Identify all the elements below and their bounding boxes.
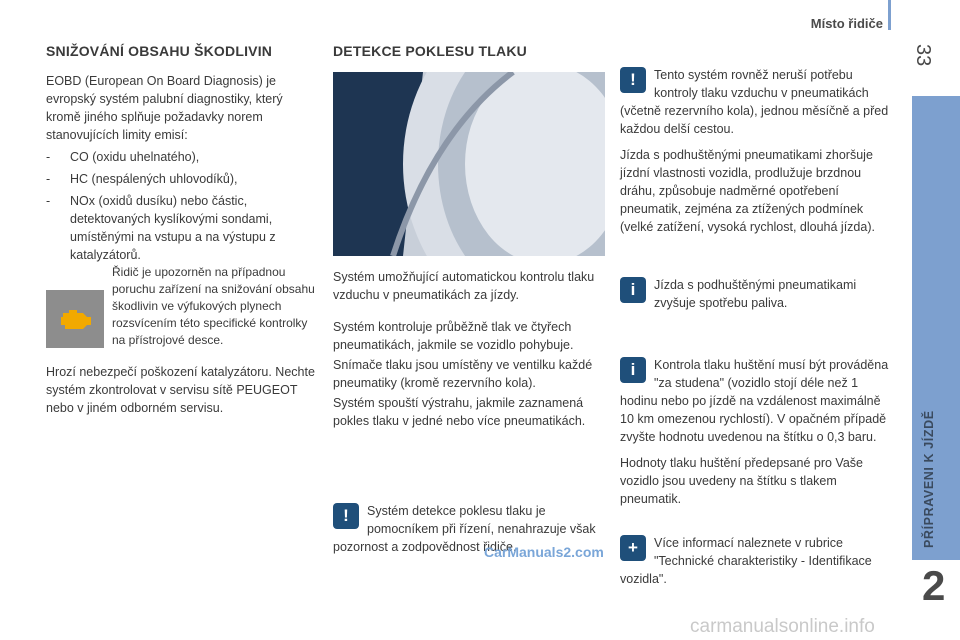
warning-icon: ! — [620, 67, 646, 93]
side-tab — [912, 96, 960, 560]
note-warning-1b: Jízda s podhuštěnými pneumatikami zhoršuje jízdní vlastnosti vozidla, prodlužuje brzdnou dráhu, způsobuje nadměrné opotřebení pneumatik, zejména za ztížených podmínek (velké zatížení, vysoká rychlost, dlouhá jízda). — [620, 148, 875, 234]
pressure-p1: Systém umožňující automatickou kontrolu tlaku vzduchu v pneumatikách za jízdy. — [333, 270, 595, 302]
header-title: Místo řidiče — [810, 16, 883, 31]
column-notes — [620, 66, 892, 588]
pressure-warning-text: Systém detekce poklesu tlaku je pomocníkem při řízení, nenahrazuje však pozornost a zodpovědnost řidiče. — [333, 504, 596, 554]
heading-emissions: SNIŽOVÁNÍ OBSAHU ŠKODLIVIN — [46, 43, 273, 59]
engine-warning-icon — [46, 290, 104, 348]
column-emissions — [46, 42, 316, 419]
plus-icon: + — [620, 535, 646, 561]
note-info-1-text: Jízda s podhuštěnými pneumatikami zvyšuje spotřebu paliva. — [654, 278, 857, 310]
header-rule — [888, 0, 891, 30]
watermark-carmanuals: CarManuals2.com — [484, 544, 604, 560]
chapter-label: PŘÍPRAVENI K JÍZDĚ — [922, 410, 936, 548]
heading-pressure: DETEKCE POKLESU TLAKU — [333, 43, 527, 59]
note-warning-1 — [620, 66, 892, 138]
pressure-p4: Systém spouští výstrahu, jakmile zaznamená pokles tlaku v jedné nebo více pneumatikách. — [333, 396, 586, 428]
emissions-intro: EOBD (European On Board Diagnosis) je evropský systém palubní diagnostiky, který kromě jiného splňuje požadavky norem stanovujících limity emisí: — [46, 74, 283, 142]
note-plus-1 — [620, 534, 892, 588]
info-icon: i — [620, 357, 646, 383]
note-warning-1-text: Tento systém rovněž neruší potřebu kontroly tlaku vzduchu v pneumatikách (včetně rezervního kola), jednou měsíčně a před každou delší cestou. — [620, 68, 889, 136]
tyre-photo — [333, 72, 605, 256]
page-number: 33 — [912, 44, 934, 67]
note-info-2 — [620, 356, 892, 446]
pressure-p2: Systém kontroluje průběžně tlak ve čtyřech pneumatikách, jakmile se vozidlo pohybuje. — [333, 320, 574, 352]
chapter-number: 2 — [922, 562, 946, 609]
info-icon: i — [620, 277, 646, 303]
engine-warning-text: Řidič je upozorněn na případnou poruchu zařízení na snižování obsahu škodlivin ve výfukových plynech rozsvícením této specifické kontrolky na přístrojové desce. — [112, 265, 315, 347]
column-pressure — [333, 42, 605, 556]
list-item: - CO (oxidu uhelnatého), — [46, 150, 200, 164]
watermark-online: carmanualsonline.info — [690, 616, 875, 637]
list-item: - NOx (oxidů dusíku) nebo částic, detektovaných kyslíkovými sondami, umístěnými na vstupu a na výstupu z katalyzátorů. — [46, 194, 276, 262]
pressure-p3: Snímače tlaku jsou umístěny ve ventilku každé pneumatiky (kromě rezervního kola). — [333, 358, 593, 390]
emissions-list — [46, 148, 316, 264]
note-info-2-text: Kontrola tlaku huštění musí být prováděna "za studena" (vozidlo stojí déle než 1 hodinu nebo po jízdě na vzdálenost maximálně 10 km omezenou rychlostí). V opačném případě zvyšte hodnotu uvedenou na štítku o 0,3 baru. — [620, 358, 889, 444]
engine-warning-box — [46, 264, 316, 349]
note-info-1 — [620, 276, 892, 312]
warning-icon: ! — [333, 503, 359, 529]
note-plus-1-text: Více informací naleznete v rubrice "Technické charakteristiky - Identifikace vozidla". — [620, 536, 872, 586]
note-info-2b: Hodnoty tlaku huštění předepsané pro Vaše vozidlo jsou uvedeny na štítku s tlakem pneumatik. — [620, 456, 863, 506]
emissions-outro: Hrozí nebezpečí poškození katalyzátoru. Nechte systém zkontrolovat v servisu sítě PEUGEOT nebo v jiném odborném servisu. — [46, 365, 315, 415]
list-item: - HC (nespálených uhlovodíků), — [46, 172, 238, 186]
